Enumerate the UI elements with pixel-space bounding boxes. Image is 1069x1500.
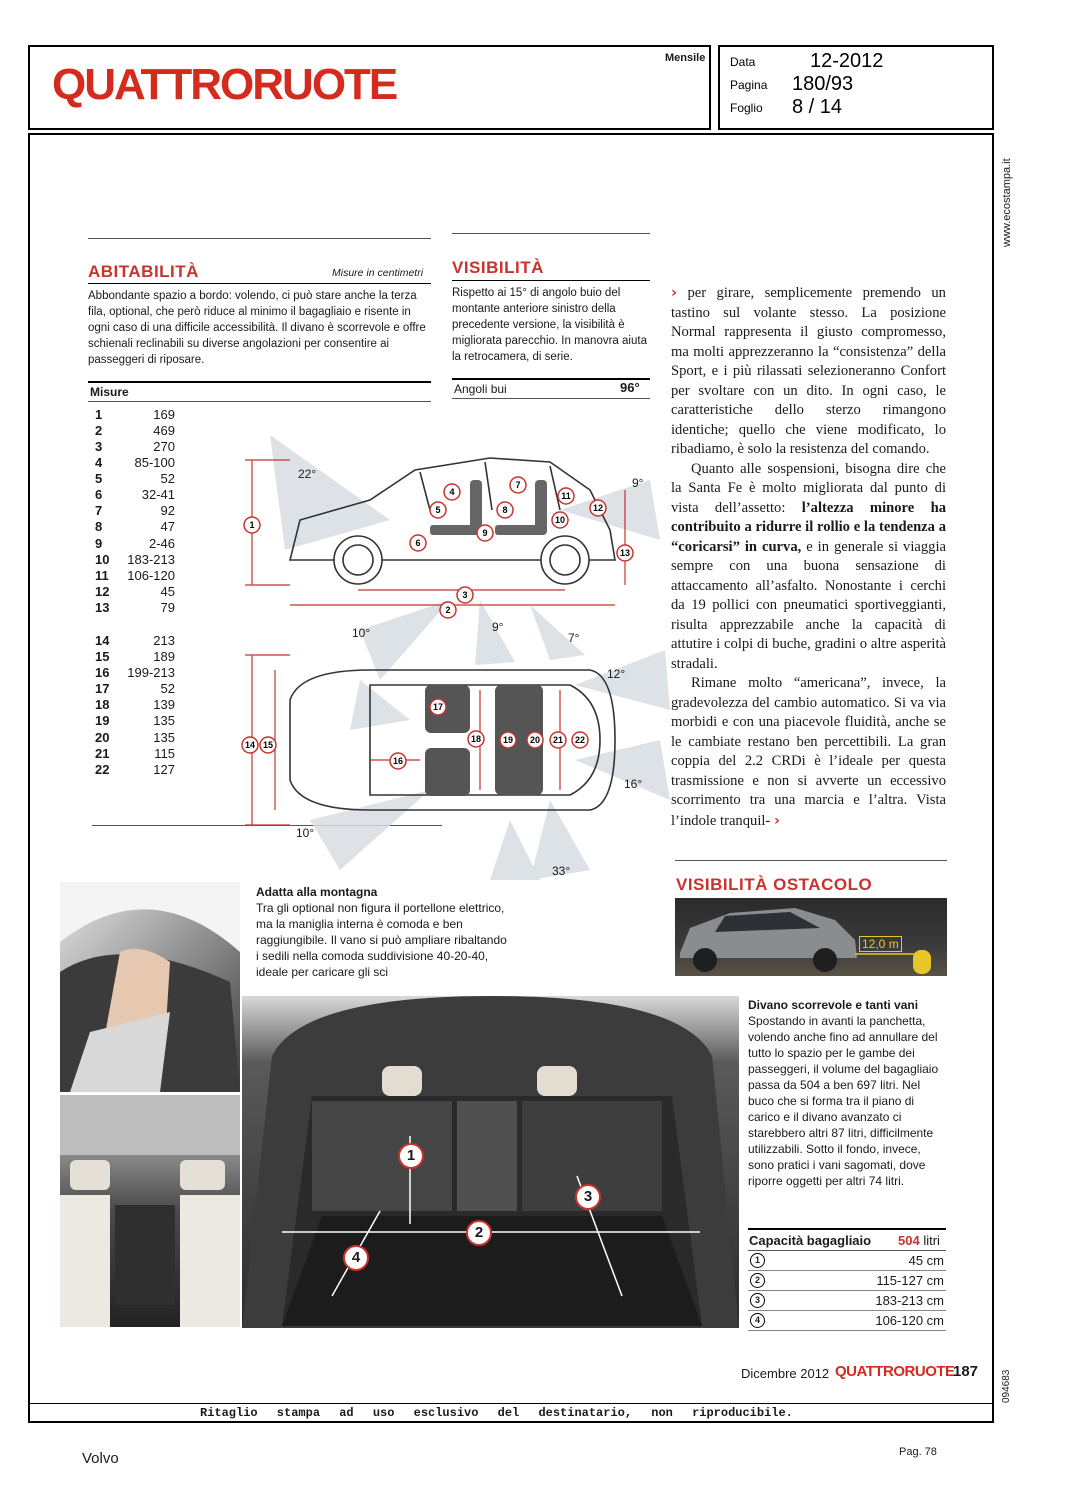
misure-row: 4 85-100 [95,455,175,470]
misure-row: 11 106-120 [95,568,175,583]
svg-text:13: 13 [619,548,631,558]
capacita-number: 504 [898,1233,920,1248]
svg-text:22: 22 [574,735,586,745]
svg-text:19: 19 [502,735,514,745]
marker-2 [440,602,456,618]
angle-label: 33° [552,864,571,878]
masthead-logo: QUATTRORUOTE [52,60,397,109]
pagina-label: Pagina [730,78,768,92]
marker-15 [260,737,276,753]
frequency-label: Mensile [665,52,706,64]
trunk-marker-2: 2 [466,1220,492,1246]
interior-seats-photo [60,1095,240,1327]
trunk-marker-1: 1 [398,1143,424,1169]
misure-row: 1 169 [95,407,175,422]
article-p2: Quanto alle sospensioni, bisogna dire che la Santa Fe è molto migliorata dal punto di vista dell’assetto: l’altezza minore ha contribuito a ridurre il rollio e la tendenza a “coricarsi” in curva, e in generale si viaggia sempre con una buona sensazione di attaccamento all’asfalto. Nonostante i cerchi da 19 pollici con pneumatici sportiveggianti, risulta apprezzabile anche la capacità di attutire i colpi di buche, gradini o altre asperità stradali. [671,460,947,672]
abitabilita-title-rule [88,283,431,284]
misure-row: 8 47 [95,519,175,534]
article-p3: Rimane molto “americana”, invece, la gradevolezza del cambio automatico. Si va via morbidi e con una piacevole fluidità, anche se le cambiate restano ben percettibili. La gran coppia del 2.2 CRDi è l’ideale per questa trasmissione e non si avverte un eccessivo scorrimento tra una marcia e l’altra. Vista l’indole tranquil- › [671,675,946,829]
svg-text:12: 12 [592,503,604,513]
abitabilita-top-rule [88,238,431,239]
disclaimer-rule [28,1403,994,1404]
misure-row: 14 213 [95,633,175,648]
angle-label: 16° [624,777,643,791]
svg-text:15: 15 [262,740,274,750]
footer-brand: QUATTRORUOTE [835,1363,955,1380]
capacita-label: Capacità bagagliaio [749,1233,872,1248]
ostacolo-top-rule [675,860,947,861]
misure-row: 9 2-46 [95,536,175,551]
marker-9 [477,525,493,541]
trunk-photo [242,996,739,1328]
capacita-row: 3 183-213 cm [748,1291,946,1311]
misure-row: 12 45 [95,584,175,599]
unit-note: Misure in centimetri [332,267,424,279]
svg-text:1: 1 [249,520,255,530]
svg-text:6: 6 [415,538,421,548]
marker-22 [572,732,588,748]
caption-divano [748,997,948,1189]
misure-row: 3 270 [95,439,175,454]
visibilita-title-rule [452,280,650,281]
ostacolo-title: VISIBILITÀ OSTACOLO [676,875,873,894]
angle-label: 10° [296,826,315,840]
misure-row: 20 135 [95,730,175,745]
capacita-row: 4 106-120 cm [748,1311,946,1331]
caption-montagna [256,884,512,980]
misure-row: 10 183-213 [95,552,175,567]
svg-text:20: 20 [529,735,541,745]
disclaimer: Ritaglio stampa ad uso esclusivo del destinatario, non riproducibile. [200,1406,793,1420]
marker-20 [527,732,543,748]
side-code: 094683 [1001,1369,1012,1403]
marker-5 [430,502,446,518]
obstacle-photo [675,898,947,976]
capacita-unit: litri [923,1233,940,1248]
angle-label: 12° [607,667,626,681]
marker-3 [457,587,473,603]
blind-zone-left [350,680,410,730]
footer-month: Dicembre 2012 [741,1366,830,1381]
data-value: 12-2012 [810,50,884,72]
marker-16 [390,753,406,769]
misure-row: 7 92 [95,503,175,518]
marker-17 [430,699,446,715]
client-name: Volvo [82,1450,119,1467]
misure-top-rule [88,381,431,383]
blind-zone-10 [360,600,450,680]
trunk-marker-4: 4 [343,1245,369,1271]
caption-montagna-text: Tra gli optional non figura il portellone elettrico, ma la maniglia interna è comoda e ben raggiungibile. Il vano si può ampliare ribaltando i sedili nella comoda suddivisione 40-20-40, ideale per caricare gli sci [256,901,507,979]
svg-text:11: 11 [561,491,571,501]
marker-7 [510,477,526,493]
marker-21 [550,732,566,748]
misure-row: 2 469 [95,423,175,438]
angle-label: 7° [568,631,580,645]
capacita-top-rule [748,1228,946,1230]
svg-text:14: 14 [244,740,256,750]
misure-row: 6 32-41 [95,487,175,502]
visibilita-top-rule [452,233,650,234]
visibilita-text: Rispetto ai 15° di angolo buio del montante anteriore sinistro della precedente versione, la visibilità è migliorata parecchio. In manovra aiuta la retrocamera, di serie. [452,287,647,363]
continue-arrow-icon: › [671,284,678,301]
blind-zone-front-upper [270,435,390,550]
trunk-marker-3: 3 [575,1184,601,1210]
svg-text:21: 21 [552,735,564,745]
svg-text:17: 17 [432,702,444,712]
svg-text:7: 7 [515,480,521,490]
angle-label: 9° [632,476,644,490]
misure-row: 18 139 [95,697,175,712]
misure-row: 17 52 [95,681,175,696]
marker-10 [552,512,568,528]
misure-label: Misure [90,385,129,399]
angle-label: 22° [298,467,317,481]
angle-label: 9° [492,620,504,634]
svg-text:9: 9 [482,528,488,538]
data-label: Data [730,55,756,69]
svg-text:4: 4 [449,487,455,497]
caption-divano-title: Divano scorrevole e tanti vani [748,998,919,1012]
marker-1 [244,517,260,533]
svg-text:3: 3 [462,590,468,600]
misure-row: 15 189 [95,649,175,664]
svg-text:8: 8 [502,505,508,515]
marker-14 [242,737,258,753]
marker-18 [468,731,484,747]
blind-zone-16 [575,740,670,800]
caption-divano-text: Spostando in avanti la panchetta, volendo anche fino ad annullare del tutto lo spazio per le gambe dei passeggeri, il volume del bagagliaio passa da 504 a ben 697 litri. Nel buco che si forma tra il piano di carico e il divano avanzato ci starebbero altri 87 litri, difficilmente utilizzabili. Sotto il fondo, invece, sono pratici i vani sagomati, dove riporre oggetti per altri 74 litri. [748,1014,939,1188]
angoli-value: 96° [620,380,640,395]
foglio-label: Foglio [730,101,763,115]
svg-text:5: 5 [435,505,441,515]
capacita-value [898,1233,940,1248]
car-diagram [230,400,670,880]
misure-row: 21 115 [95,746,175,761]
pagina-value: 180/93 [792,73,854,95]
misure-row: 5 52 [95,471,175,486]
capacita-row: 2 115-127 cm [748,1271,946,1291]
marker-8 [497,502,513,518]
footer-page-number: 187 [953,1363,979,1380]
abitabilita-title: ABITABILITÀ [88,262,199,281]
side-url: www.ecostampa.it [1001,158,1013,247]
misure-row: 13 79 [95,600,175,615]
misure-row: 22 127 [95,762,175,777]
angle-label: 10° [352,626,371,640]
marker-12 [590,500,606,516]
marker-19 [500,732,516,748]
marker-11 [558,488,574,504]
svg-text:16: 16 [392,756,404,766]
svg-text:2: 2 [445,605,451,615]
angoli-label: Angoli bui [454,382,507,396]
tailgate-handle-photo [60,882,240,1092]
page-ref: Pag. 78 [899,1446,937,1458]
visibilita-title: VISIBILITÀ [452,258,544,277]
foglio-value: 8 / 14 [792,96,843,118]
distance-label: 12,0 m [859,936,902,952]
misure-row: 16 199-213 [95,665,175,680]
continue-arrow-icon: › [773,811,780,829]
svg-text:10: 10 [554,515,566,525]
blind-zone-33b [490,820,540,880]
angoli-bottom-rule [452,398,650,399]
abitabilita-text: Abbondante spazio a bordo: volendo, ci può stare anche la terza fila, optional, che però riduce al minimo il bagagliaio e risente in ogni caso di una difficile accessibilità. Il divano è scorrevole e offre schienali reclinabili su diverse angolazioni per consentire ai passeggeri di riposare. [88,290,426,366]
marker-13 [617,545,633,561]
article-p1: › per girare, semplicemente premendo un tastino sul volante stesso. La posizione Normal rappresenta il giusto compromesso, ma molti apprezzeranno la “consistenza” della Sport, e i più rilassati selezioneranno Confort per svoltare con un dito. In ogni caso, le caratteristiche dello sterzo rimangono identiche; quello che viene modificato, lo ribadiamo, è solo la resistenza del comando. [671,284,946,457]
blind-zone-10b [310,790,430,870]
marker-4 [444,484,460,500]
svg-text:18: 18 [470,734,482,744]
capacita-row: 1 45 cm [748,1251,946,1271]
marker-6 [410,535,426,551]
misure-row: 19 135 [95,713,175,728]
article-body [671,283,946,831]
caption-montagna-title: Adatta alla montagna [256,885,378,899]
